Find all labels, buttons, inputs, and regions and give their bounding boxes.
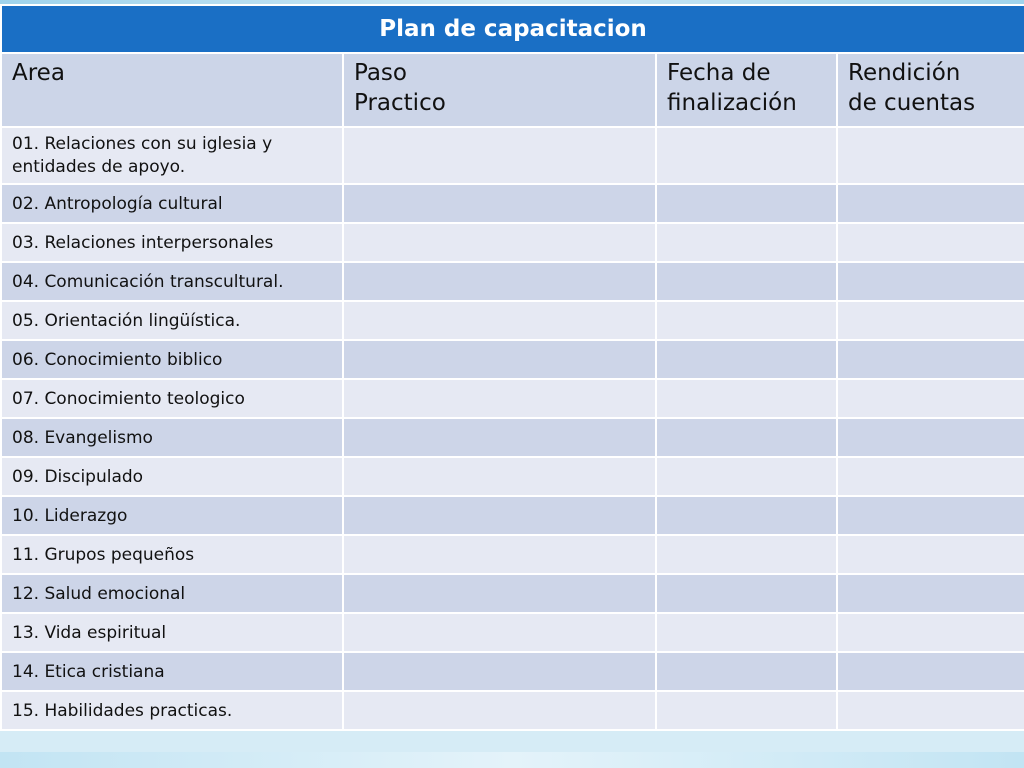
area-label: 13. Vida espiritual (12, 622, 167, 643)
fecha-finalizacion-cell (656, 496, 837, 535)
area-cell (1, 496, 343, 535)
rendicion-cuentas-cell (837, 457, 1024, 496)
header-fecha-finalizacion (656, 53, 837, 127)
header-fecha-line-1: Fecha de (667, 60, 771, 86)
area-label: 11. Grupos pequeños (12, 544, 195, 565)
table-row (1, 379, 1024, 418)
area-label: 15. Habilidades practicas. (12, 700, 233, 721)
area-cell (1, 379, 343, 418)
paso-practico-cell (343, 184, 656, 223)
table-row (1, 457, 1024, 496)
training-plan-table (0, 4, 1024, 731)
header-paso-line-2: Practico (354, 90, 446, 116)
fecha-finalizacion-cell (656, 262, 837, 301)
fecha-finalizacion-cell (656, 574, 837, 613)
area-cell (1, 652, 343, 691)
area-label: 05. Orientación lingüística. (12, 310, 241, 331)
paso-practico-cell (343, 262, 656, 301)
table-row (1, 184, 1024, 223)
area-cell (1, 127, 343, 184)
rendicion-cuentas-cell (837, 418, 1024, 457)
paso-practico-cell (343, 379, 656, 418)
rendicion-cuentas-cell (837, 184, 1024, 223)
fecha-finalizacion-cell (656, 301, 837, 340)
header-rendicion-line-2: de cuentas (848, 90, 976, 116)
area-cell (1, 613, 343, 652)
rendicion-cuentas-cell (837, 340, 1024, 379)
paso-practico-cell (343, 457, 656, 496)
paso-practico-cell (343, 418, 656, 457)
rendicion-cuentas-cell (837, 496, 1024, 535)
rendicion-cuentas-cell (837, 301, 1024, 340)
paso-practico-cell (343, 223, 656, 262)
area-label: 02. Antropología cultural (12, 193, 223, 214)
rendicion-cuentas-cell (837, 574, 1024, 613)
fecha-finalizacion-cell (656, 418, 837, 457)
area-cell (1, 262, 343, 301)
header-paso-practico (343, 53, 656, 127)
fecha-finalizacion-cell (656, 379, 837, 418)
fecha-finalizacion-cell (656, 535, 837, 574)
area-label: 14. Etica cristiana (12, 661, 165, 682)
table-row (1, 652, 1024, 691)
area-cell (1, 574, 343, 613)
header-rendicion-line-1: Rendición (848, 60, 961, 86)
area-cell (1, 457, 343, 496)
table-body (1, 127, 1024, 730)
table-title-row (1, 5, 1024, 53)
area-label: 08. Evangelismo (12, 427, 153, 448)
area-label: 03. Relaciones interpersonales (12, 232, 274, 253)
area-label: 04. Comunicación transcultural. (12, 271, 284, 292)
table-title: Plan de capacitacion (1, 5, 1024, 53)
paso-practico-cell (343, 496, 656, 535)
table-row (1, 691, 1024, 730)
paso-practico-cell (343, 535, 656, 574)
rendicion-cuentas-cell (837, 379, 1024, 418)
training-plan-table-container (0, 4, 1024, 731)
paso-practico-cell (343, 574, 656, 613)
paso-practico-cell (343, 613, 656, 652)
table-row (1, 574, 1024, 613)
slide-bottom-band (0, 752, 1024, 768)
table-row (1, 496, 1024, 535)
rendicion-cuentas-cell (837, 691, 1024, 730)
paso-practico-cell (343, 652, 656, 691)
area-label: 09. Discipulado (12, 466, 144, 487)
paso-practico-cell (343, 340, 656, 379)
fecha-finalizacion-cell (656, 652, 837, 691)
table-row (1, 535, 1024, 574)
area-cell (1, 535, 343, 574)
header-area (1, 53, 343, 127)
rendicion-cuentas-cell (837, 613, 1024, 652)
table-header-row (1, 53, 1024, 127)
area-label: 10. Liderazgo (12, 505, 128, 526)
area-cell (1, 223, 343, 262)
fecha-finalizacion-cell (656, 457, 837, 496)
rendicion-cuentas-cell (837, 262, 1024, 301)
fecha-finalizacion-cell (656, 184, 837, 223)
rendicion-cuentas-cell (837, 223, 1024, 262)
paso-practico-cell (343, 301, 656, 340)
header-rendicion-cuentas (837, 53, 1024, 127)
fecha-finalizacion-cell (656, 691, 837, 730)
fecha-finalizacion-cell (656, 613, 837, 652)
area-label: 07. Conocimiento teologico (12, 388, 245, 409)
table-row (1, 613, 1024, 652)
area-cell (1, 418, 343, 457)
fecha-finalizacion-cell (656, 340, 837, 379)
area-cell (1, 691, 343, 730)
area-label: 06. Conocimiento biblico (12, 349, 223, 370)
fecha-finalizacion-cell (656, 127, 837, 184)
table-row (1, 223, 1024, 262)
table-row (1, 418, 1024, 457)
paso-practico-cell (343, 691, 656, 730)
header-fecha-line-2: finalización (667, 90, 797, 116)
paso-practico-cell (343, 127, 656, 184)
area-cell (1, 301, 343, 340)
fecha-finalizacion-cell (656, 223, 837, 262)
area-label: 12. Salud emocional (12, 583, 186, 604)
rendicion-cuentas-cell (837, 535, 1024, 574)
table-row (1, 127, 1024, 184)
rendicion-cuentas-cell (837, 127, 1024, 184)
rendicion-cuentas-cell (837, 652, 1024, 691)
table-row (1, 301, 1024, 340)
area-cell (1, 184, 343, 223)
area-cell (1, 340, 343, 379)
header-area-line-1: Area (12, 60, 65, 86)
header-paso-line-1: Paso (354, 60, 407, 86)
table-row (1, 262, 1024, 301)
area-label: 01. Relaciones con su iglesia y entidades de apoyo. (12, 133, 273, 177)
table-row (1, 340, 1024, 379)
